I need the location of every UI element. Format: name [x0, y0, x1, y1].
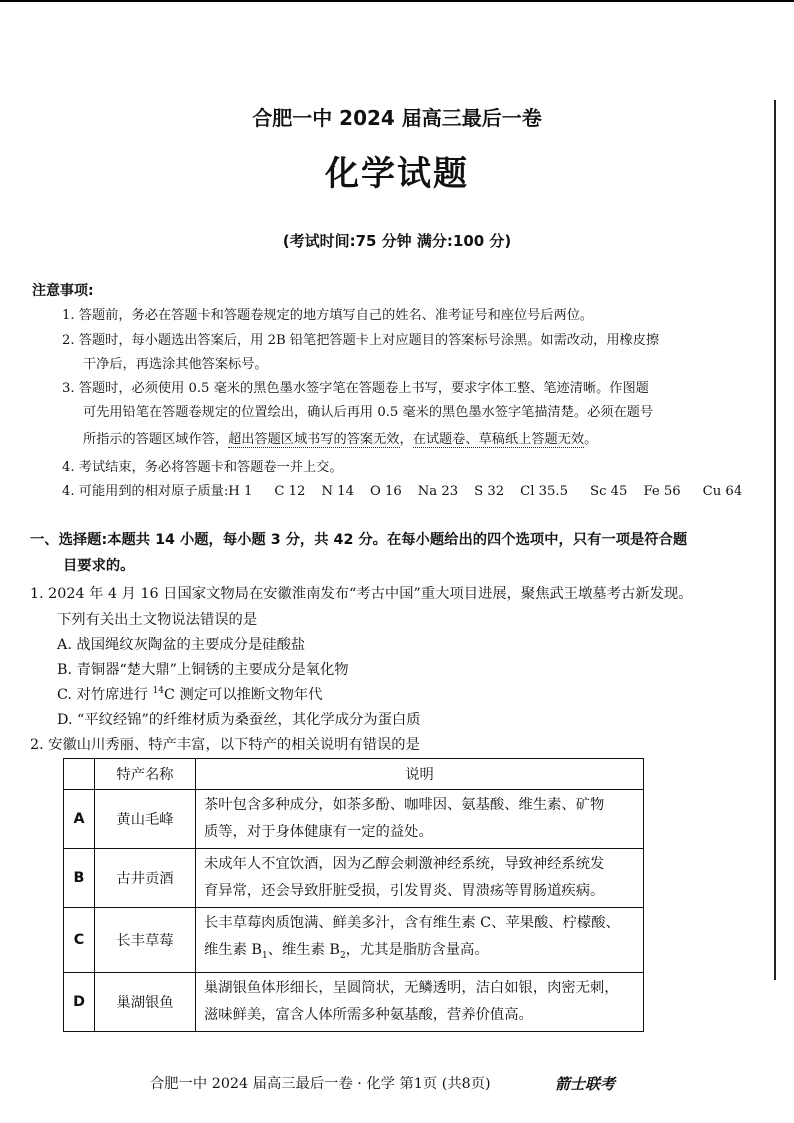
- question-1-stem: 1. 2024 年 4 月 16 日国家文物局在安徽淮南发布“考古中国”重大项目进展，聚焦武王墩墓考古新发现。: [30, 586, 693, 602]
- subject-title: 化学试题: [325, 154, 469, 194]
- notice-item-3-cont2: [83, 428, 597, 447]
- notice-3-period: 。: [584, 432, 598, 447]
- notice-item-3: 3. 答题时，必须使用 0.5 毫米的黑色墨水签字笔在答题卷上书写，要求字体工整、笔迹清晰。作图题: [62, 381, 649, 396]
- subscript-2: 2: [339, 950, 346, 961]
- row-name: 长丰草莓: [95, 908, 196, 973]
- atomic-mass-s: S 32: [474, 484, 505, 499]
- row-desc-line: 长丰草莓肉质饱满、鲜美多汁，含有维生素 C、苹果酸、柠檬酸、: [204, 915, 620, 931]
- table-header-blank: [64, 759, 95, 790]
- question-1-option-d: D. “平纹经锦”的纤维材质为桑蚕丝，其化学成分为蛋白质: [57, 712, 421, 728]
- row-name: 黄山毛峰: [95, 790, 196, 849]
- exam-info: (考试时间:75 分钟 满分:100 分): [282, 232, 512, 250]
- atomic-mass-na: Na 23: [417, 484, 459, 499]
- notice-item-2: 2. 答题时，每小题选出答案后，用 2B 铅笔把答题卡上对应题目的答案标号涂黑。如需改动，用橡皮擦: [62, 333, 660, 348]
- row-desc-line: ，尤其是脂肪含量高。: [345, 942, 489, 958]
- table-row: [64, 790, 644, 849]
- page-footer: 合肥一中 2024 届高三最后一卷 · 化学 第1页 (共8页): [150, 1076, 491, 1092]
- row-desc-line: 滋味鲜美，富含人体所需多种氨基酸，营养价值高。: [204, 1006, 533, 1023]
- atomic-mass-sc: Sc 45: [590, 484, 628, 499]
- atomic-mass-c: C 12: [274, 484, 306, 499]
- row-desc-line: 育异常，还会导致肝脏受损，引发胃炎、胃溃疡等胃肠道疾病。: [204, 883, 605, 899]
- row-desc-line: 未成年人不宜饮酒，因为乙醇会刺激神经系统，导致神经系统发: [204, 856, 605, 872]
- notice-atomic-masses: [62, 480, 742, 499]
- atomic-mass-n: N 14: [321, 484, 354, 499]
- section-heading: 一、选择题:本题共 14 小题，每小题 3 分，共 42 分。在每小题给出的四个选项中，只有一项是符合题: [30, 532, 688, 548]
- notice-3-text-a: 所指示的答题区域作答，: [83, 432, 229, 447]
- row-key: A: [64, 790, 95, 849]
- row-key: B: [64, 849, 95, 908]
- notice-3-emphasis-2: 在试题卷、草稿纸上答题无效: [412, 432, 585, 447]
- specialty-table: [63, 758, 644, 1032]
- school-title: 合肥一中 2024 届高三最后一卷: [252, 106, 542, 130]
- section-heading-cont: 目要求的。: [63, 558, 135, 574]
- question-1-option-b: B. 青铜器“楚大鼎”上铜锈的主要成分是氧化物: [57, 662, 349, 678]
- notice-title: 注意事项:: [32, 283, 94, 299]
- atomic-mass-label: 4. 可能用到的相对原子质量:: [62, 484, 229, 499]
- row-key: C: [64, 908, 95, 973]
- atomic-mass-fe: Fe 56: [643, 484, 681, 499]
- table-header-name: 特产名称: [95, 759, 196, 790]
- question-1-option-c: [57, 684, 322, 704]
- notice-item-4: 4. 考试结束，务必将答题卡和答题卷一并上交。: [62, 460, 343, 475]
- table-header-row: [64, 759, 644, 790]
- row-desc-line: 巢湖银鱼体形细长，呈圆筒状，无鳞透明，洁白如银，肉密无刺，: [204, 979, 619, 996]
- notice-item-3-cont: 可先用铅笔在答题卷规定的位置绘出，确认后再用 0.5 毫米的黑色墨水签字笔描清楚。必须在题号: [83, 405, 654, 420]
- atomic-mass-cl: Cl 35.5: [520, 484, 569, 499]
- atomic-mass-o: O 16: [369, 484, 402, 499]
- row-desc-line: 质等，对于身体健康有一定的益处。: [204, 824, 433, 840]
- question-1-option-a: A. 战国绳纹灰陶盆的主要成分是硅酸盐: [57, 637, 306, 653]
- table-row: [64, 849, 644, 908]
- row-desc: [196, 908, 644, 973]
- option-c-suffix: C 测定可以推断文物年代: [164, 687, 323, 703]
- row-desc: [196, 790, 644, 849]
- atomic-mass-h: H 1: [228, 484, 253, 499]
- row-name: 巢湖银鱼: [95, 972, 196, 1031]
- notice-3-comma: ，: [399, 432, 413, 447]
- row-desc-line: 、维生素 B: [267, 942, 340, 958]
- option-c-superscript: 14: [152, 686, 165, 697]
- footer-logo: 箭士联考: [555, 1075, 616, 1093]
- row-desc-line: 茶叶包含多种成分，如茶多酚、咖啡因、氨基酸、维生素、矿物: [204, 797, 605, 813]
- top-border: [0, 0, 794, 2]
- notice-item-1: 1. 答题前，务必在答题卡和答题卷规定的地方填写自己的姓名、准考证号和座位号后两位。: [62, 308, 594, 323]
- option-c-prefix: C. 对竹席进行: [57, 687, 153, 703]
- row-desc: [196, 849, 644, 908]
- notice-item-2-cont: 干净后，再选涂其他答案标号。: [83, 357, 268, 372]
- question-1-stem-cont: 下列有关出土文物说法错误的是: [57, 612, 258, 628]
- notice-3-emphasis-1: 超出答题区域书写的答案无效: [228, 432, 400, 447]
- row-name: 古井贡酒: [95, 849, 196, 908]
- question-2-stem: 2. 安徽山川秀丽、特产丰富，以下特产的相关说明有错误的是: [30, 737, 420, 753]
- table-row: [64, 908, 644, 973]
- row-desc: [196, 972, 644, 1031]
- row-key: D: [64, 972, 95, 1031]
- atomic-mass-cu: Cu 64: [702, 484, 743, 499]
- table-row: [64, 972, 644, 1031]
- row-desc-line: 维生素 B: [204, 942, 262, 958]
- table-header-desc: 说明: [196, 759, 644, 790]
- subscript-1: 1: [261, 950, 268, 961]
